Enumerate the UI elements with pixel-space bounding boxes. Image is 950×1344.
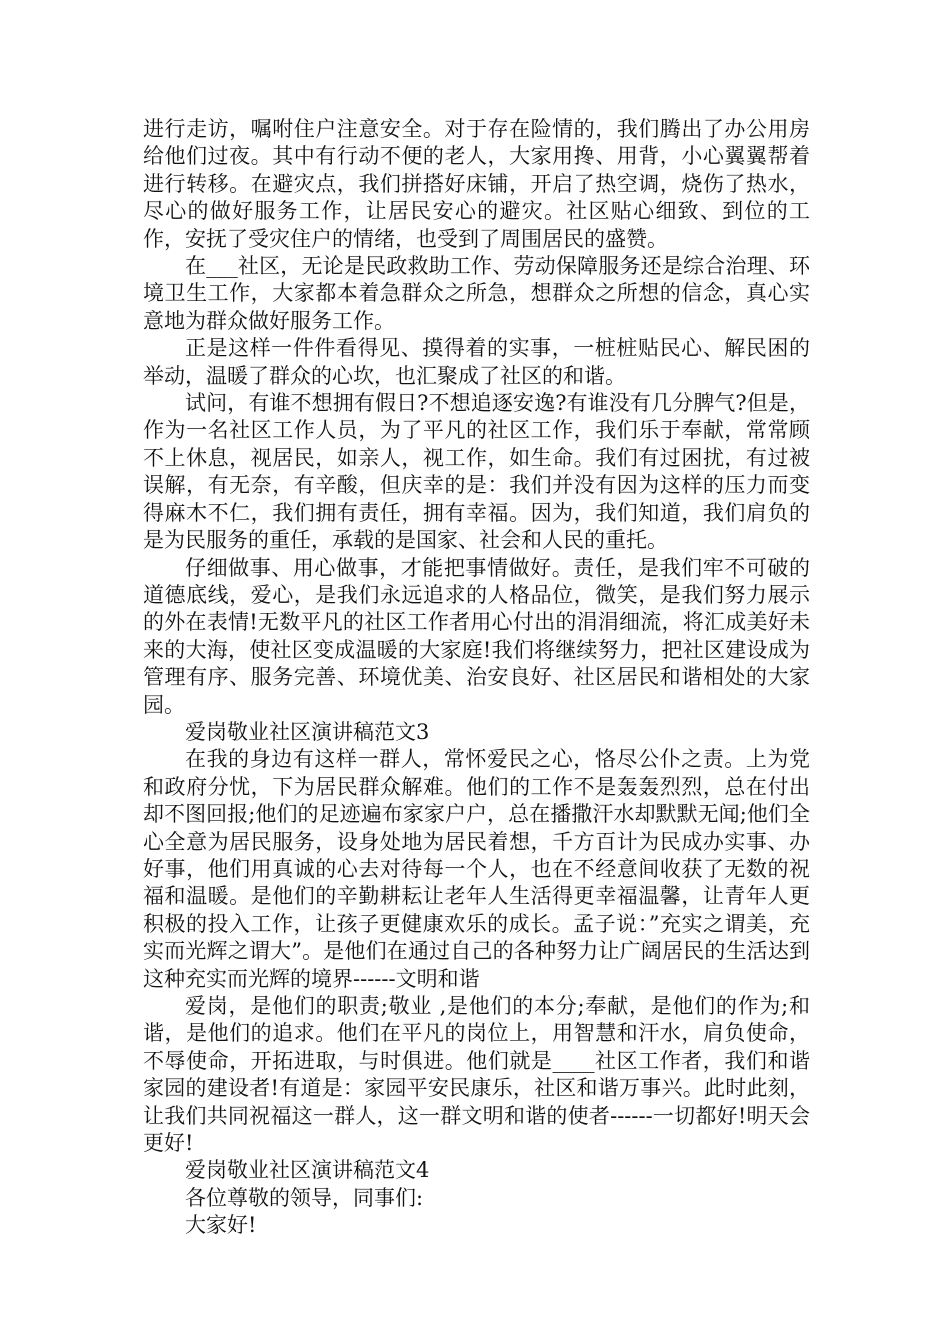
paragraph-community-services: 在___社区，无论是民政救助工作、劳动保障服务还是综合治理、环境卫生工作，大家都本着急群众之所急，想群众之所想的信念，真心实意地为群众做好服务工作。	[143, 254, 810, 333]
paragraph-responsibility: 仔细做事、用心做事，才能把事情做好。责任，是我们牢不可破的道德底线，爱心，是我们永远追求的人格品位，微笑，是我们努力展示的外在表情!无数平凡的社区工作者用心付出的涓涓细流，将汇成美好未来的大海，使社区变成温暖的大家庭!我们将继续努力，把社区建设成为管理有序、服务完善、环境优美、治安良好、社区居民和谐相处的大家园。	[143, 555, 810, 717]
paragraph-dedication: 试问，有谁不想拥有假日?不想追逐安逸?有谁没有几分脾气?但是，作为一名社区工作人员，为了平凡的社区工作，我们乐于奉献，常常顾不上休息，视居民，如亲人，视工作，如生命。我们有过困扰，有过被误解，有无奈，有辛酸，但庆幸的是：我们并没有因为这样的压力而变得麻木不仁，我们拥有责任，拥有幸福。因为，我们知道，我们肩负的是为民服务的重任，承载的是国家、社会和人民的重托。	[143, 391, 810, 553]
salutation-line: 各位尊敬的领导，同事们:	[185, 1185, 424, 1210]
section-heading-4: 爱岗敬业社区演讲稿范文4	[185, 1158, 430, 1183]
paragraph-disaster-relief: 进行走访，嘱咐住户注意安全。对于存在险情的，我们腾出了办公用房给他们过夜。其中有行动不便的老人，大家用搀、用背，小心翼翼帮着进行转移。在避灾点，我们拼搭好床铺，开启了热空调，烧伤了热水，尽心的做好服务工作，让居民安心的避灾。社区贴心细致、到位的工作，安抚了受灾住户的情绪，也受到了周围居民的盛赞。	[143, 117, 810, 251]
greeting-line: 大家好!	[185, 1213, 257, 1238]
section-heading-3: 爱岗敬业社区演讲稿范文3	[185, 719, 430, 744]
paragraph-practical-deeds: 正是这样一件件看得见、摸得着的实事，一桩桩贴民心、解民困的举动，温暖了群众的心坎，也汇聚成了社区的和谐。	[143, 336, 810, 388]
paragraph-duty-and-harmony: 爱岗，是他们的职责;敬业 ,是他们的本分;奉献，是他们的作为;和谐，是他们的追求。他们在平凡的岗位上，用智慧和汗水，肩负使命，不辱使命，开拓进取，与时俱进。他们就是____社区工作者，我们和谐家园的建设者!有道是：家园平安民康乐，社区和谐万事兴。此时此刻，让我们共同祝福这一群人，这一群文明和谐的使者------一切都好!明天会更好!	[143, 994, 810, 1156]
paragraph-community-workers: 在我的身边有这样一群人，常怀爱民之心，恪尽公仆之责。上为党和政府分忧，下为居民群众解难。他们的工作不是轰轰烈烈，总在付出却不图回报;他们的足迹遍布家家户户，总在播撒汗水却默默无闻;他们全心全意为居民服务，设身处地为居民着想，千方百计为民成办实事、办好事，他们用真诚的心去对待每一个人，也在不经意间收获了无数的祝福和温暖。是他们的辛勤耕耘让老年人生活得更幸福温馨，让青年人更积极的投入工作，让孩子更健康欢乐的成长。孟子说：”充实之谓美，充实而光辉之谓大”。是他们在通过自己的各种努力让广阔居民的生活达到这种充实而光辉的境界------文明和谐	[143, 747, 810, 991]
document-page	[143, 116, 810, 1240]
